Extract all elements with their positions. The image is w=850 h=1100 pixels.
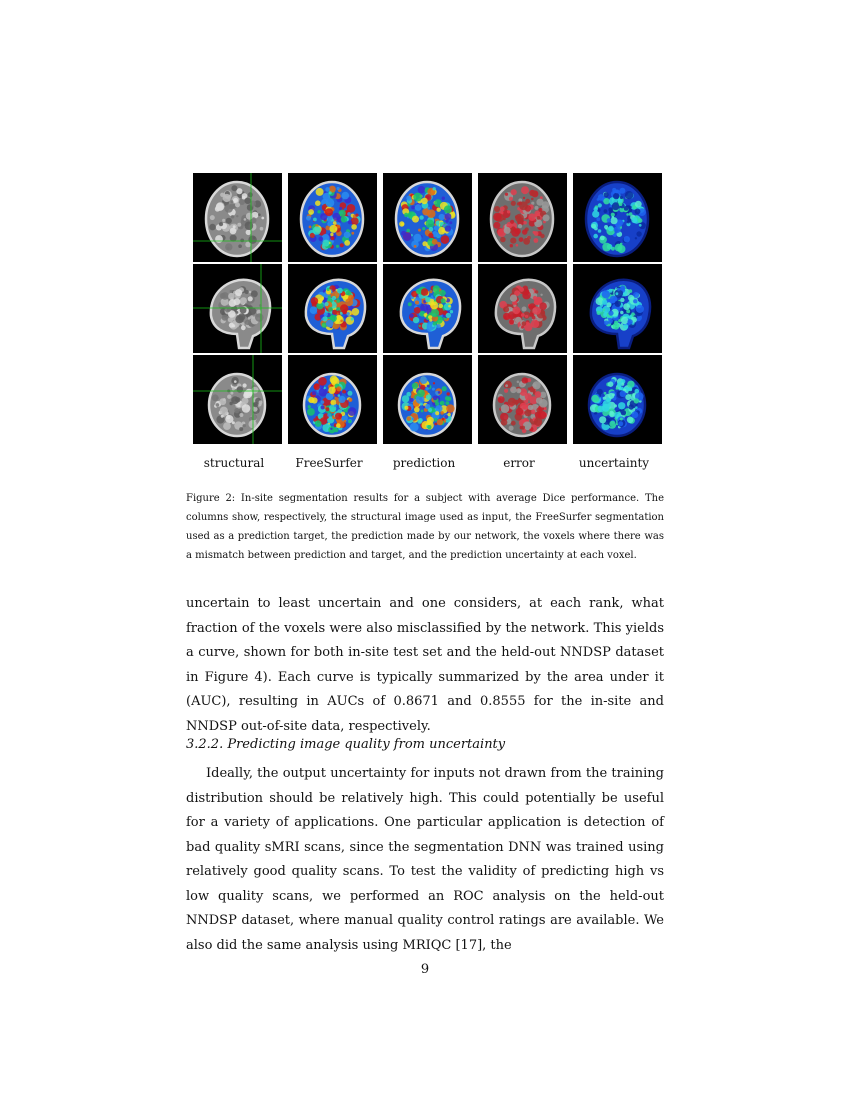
column-label-uncertainty: uncertainty bbox=[578, 456, 650, 470]
panel-structural-coronal bbox=[193, 355, 282, 444]
panel-freesurfer-axial bbox=[288, 173, 377, 262]
paragraph-auc-text: uncertain to least uncertain and one considers, at each rank, what fraction of the voxels were also misclassified by the network. This yields a curve, shown for both in-site test set and the held-out NNDSP dataset in Figure 4). Each curve is typically summarized by the area under it (AUC), resulting in AUCs of 0.8671 and 0.8555 for the in-site and NNDSP out-of-site data, respectively. bbox=[186, 596, 664, 734]
column-label-error: error bbox=[503, 456, 535, 470]
panel-structural-sagittal bbox=[193, 264, 282, 353]
figure-caption: Figure 2: In-site segmentation results for a subject with average Dice performance. The columns show, respectively, the structural image used as input, the FreeSurfer segmentation used as a prediction target, the prediction made by our network, the voxels where there was a mismatch between prediction and target, and the prediction uncertainty at each voxel. bbox=[186, 493, 664, 561]
column-label-structural: structural bbox=[203, 456, 265, 470]
figure-2-grid bbox=[193, 173, 663, 444]
panel-uncertainty-axial bbox=[573, 173, 662, 262]
paragraph-image-quality bbox=[186, 762, 664, 958]
panel-freesurfer-coronal bbox=[288, 355, 377, 444]
paragraph-auc bbox=[186, 592, 664, 739]
page-number: 9 bbox=[420, 962, 430, 977]
column-label-prediction: prediction bbox=[392, 456, 456, 470]
column-label-freesurfer: FreeSurfer bbox=[295, 456, 363, 470]
panel-uncertainty-sagittal bbox=[573, 264, 662, 353]
panel-error-sagittal bbox=[478, 264, 567, 353]
panel-uncertainty-coronal bbox=[573, 355, 662, 444]
panel-freesurfer-sagittal bbox=[288, 264, 377, 353]
panel-prediction-coronal bbox=[383, 355, 472, 444]
panel-error-coronal bbox=[478, 355, 567, 444]
panel-prediction-sagittal bbox=[383, 264, 472, 353]
panel-error-axial bbox=[478, 173, 567, 262]
section-heading: 3.2.2. Predicting image quality from uncertainty bbox=[186, 737, 506, 752]
paragraph-image-quality-text: Ideally, the output uncertainty for inputs not drawn from the training distribution should be relatively high. This could potentially be useful for a variety of applications. One particular application is detection of bad quality sMRI scans, since the segmentation DNN was trained using relatively good quality scans. To test the validity of predicting high vs low quality scans, we performed an ROC analysis on the held-out NNDSP dataset, where manual quality control ratings are available. We also did the same analysis using MRIQC [17], the bbox=[186, 766, 664, 953]
panel-prediction-axial bbox=[383, 173, 472, 262]
panel-structural-axial bbox=[193, 173, 282, 262]
